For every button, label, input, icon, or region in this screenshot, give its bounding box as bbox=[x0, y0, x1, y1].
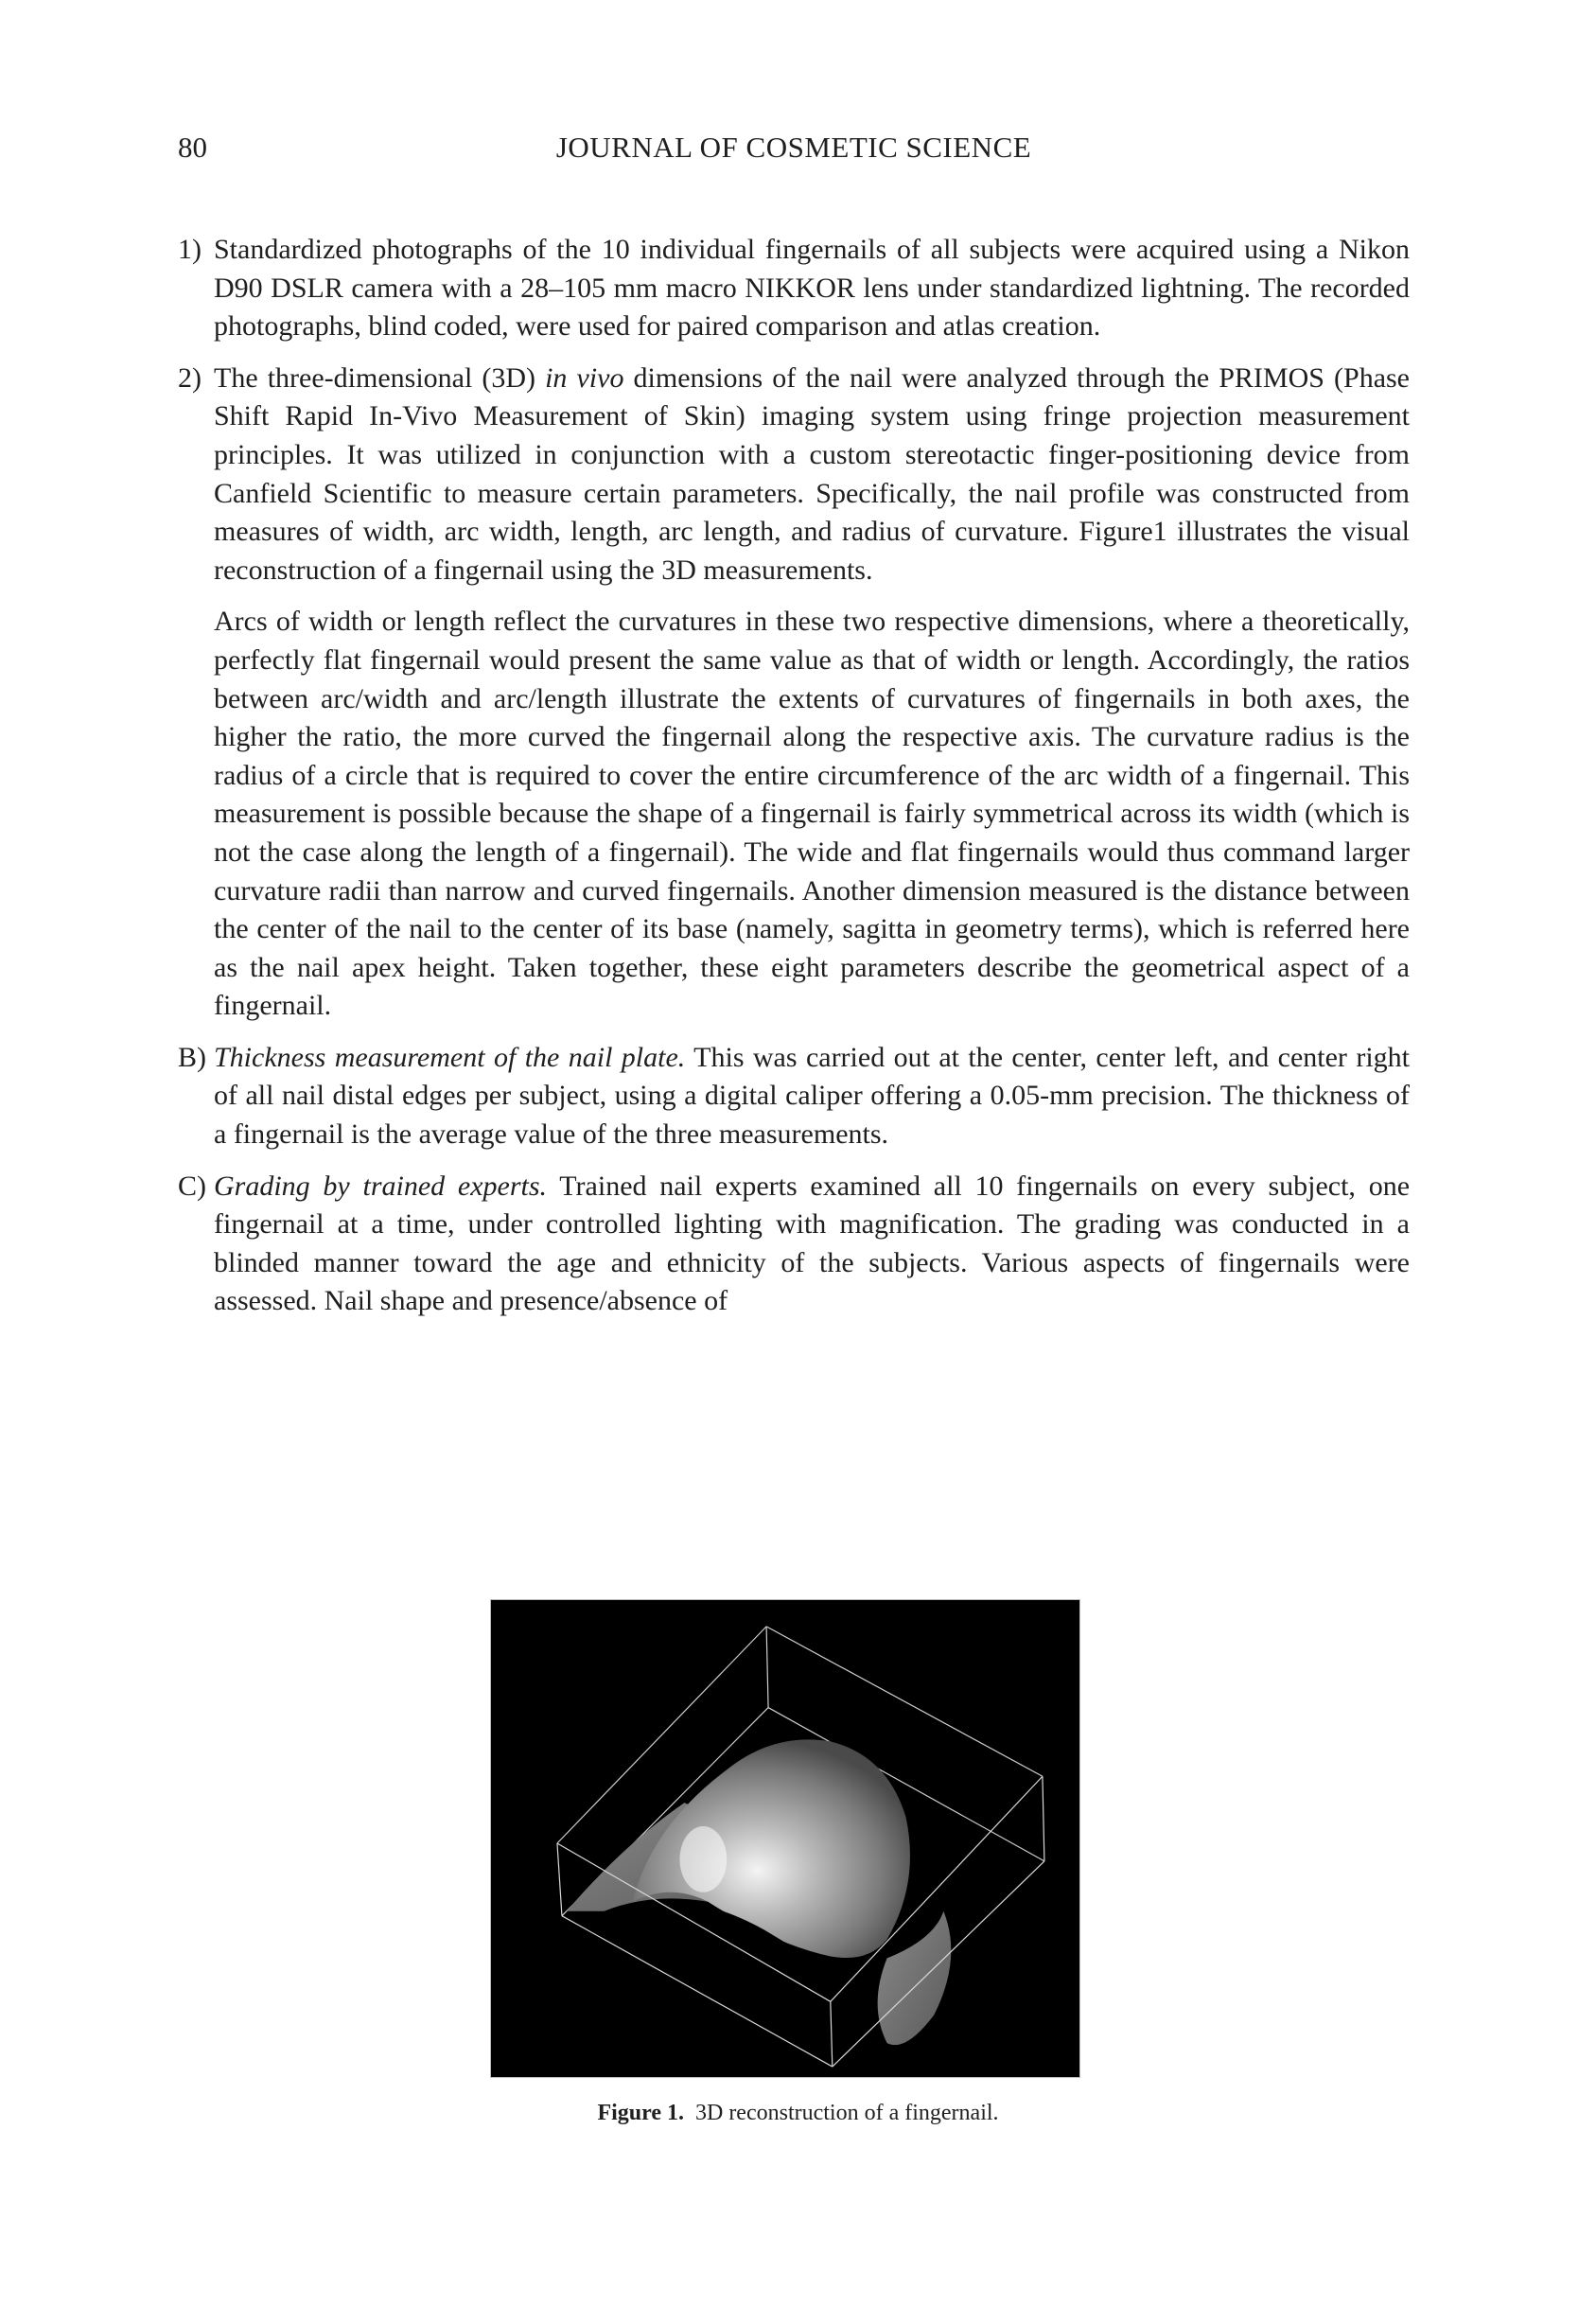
list-marker: C) bbox=[178, 1170, 206, 1202]
specular-highlight bbox=[679, 1826, 727, 1892]
body-text bbox=[178, 231, 1410, 1334]
figure-label: Figure 1. bbox=[597, 2101, 684, 2125]
text-span: This was carried out at the center, center left, and center right of all nail distal edges per subject, using a digital caliper offering a 0.05-mm precision. The thickness of a fingernail is the average value of the three measurements. bbox=[214, 1041, 1410, 1151]
page-number: 80 bbox=[178, 131, 207, 164]
list-item-b bbox=[178, 1039, 1410, 1154]
list-item-text bbox=[214, 1168, 1410, 1321]
italic-term: in vivo bbox=[545, 361, 624, 394]
page-header bbox=[178, 131, 1410, 168]
text-span: The three-dimensional (3D) bbox=[214, 361, 546, 394]
list-marker: B) bbox=[178, 1041, 206, 1073]
paragraph-arcs: Arcs of width or length reflect the curvatures in these two respective dimensions, where a theoretically, perfectly flat fingernail would present the same value as that of width or length. Accordingly, the ratios between arc/width and arc/length illustrate the extents of curvatures of fingernails in both axes, the higher the ratio, the more curved the fingernail along the respective axis. The curvature radius is the radius of a circle that is required to cover the entire circumference of the arc width of a fingernail. This measurement is possible because the shape of a fingernail is fairly symmetrical across its width (which is not the case along the length of a fingernail). The wide and flat fingernails would thus command larger curvature radii than narrow and curved fingernails. Another dimension measured is the distance between the center of the nail to the center of its base (namely, sagitta in geometry terms), which is referred here as the nail apex height. Taken together, these eight parameters describe the geometrical aspect of a fingernail. bbox=[214, 606, 1410, 1022]
journal-title: JOURNAL OF COSMETIC SCIENCE bbox=[555, 131, 1032, 164]
section-heading-italic: Grading by trained experts. bbox=[214, 1170, 548, 1202]
list-marker: 1) bbox=[178, 234, 202, 265]
list-item-1 bbox=[178, 231, 1410, 346]
fingernail-3d-render bbox=[491, 1600, 1079, 2077]
text-span: Trained nail experts examined all 10 fingernails on every subject, one fingernail at a time, under controlled lighting with magnification. The grading was conducted in a blinded manner toward the age and ethnicity of the subjects. Various aspects of fingernails were assessed. Nail shape and presence/absence of bbox=[214, 1170, 1411, 1317]
list-item-text bbox=[214, 360, 1410, 590]
list-item-text: Standardized photographs of the 10 individual fingernails of all subjects were acquired using a Nikon D90 DSLR camera with a 28–105 mm macro NIKKOR lens under standardized lightning. The recorded photographs, blind coded, were used for paired comparison and atlas creation. bbox=[214, 234, 1410, 343]
figure-caption bbox=[0, 2101, 1596, 2126]
text-span: dimensions of the nail were analyzed through the PRIMOS (Phase Shift Rapid In-Vivo Measurement of Skin) imaging system using fringe projection measurement principles. It was utilized in conjunction with a custom stereotactic finger-positioning device from Canfield Scientific to measure certain parameters. Specifically, the nail profile was constructed from measures of width, arc width, length, arc length, and radius of curvature. Figure1 illustrates the visual reconstruction of a fingernail using the 3D measurements. bbox=[214, 361, 1410, 586]
list-item-text bbox=[214, 1039, 1410, 1154]
list-marker: 2) bbox=[178, 361, 202, 394]
figure-image bbox=[490, 1599, 1080, 2078]
list-item-2 bbox=[178, 360, 1410, 590]
section-heading-italic: Thickness measurement of the nail plate. bbox=[214, 1041, 686, 1073]
list-item-c bbox=[178, 1168, 1410, 1321]
figure-caption-text: 3D reconstruction of a fingernail. bbox=[694, 2101, 999, 2125]
